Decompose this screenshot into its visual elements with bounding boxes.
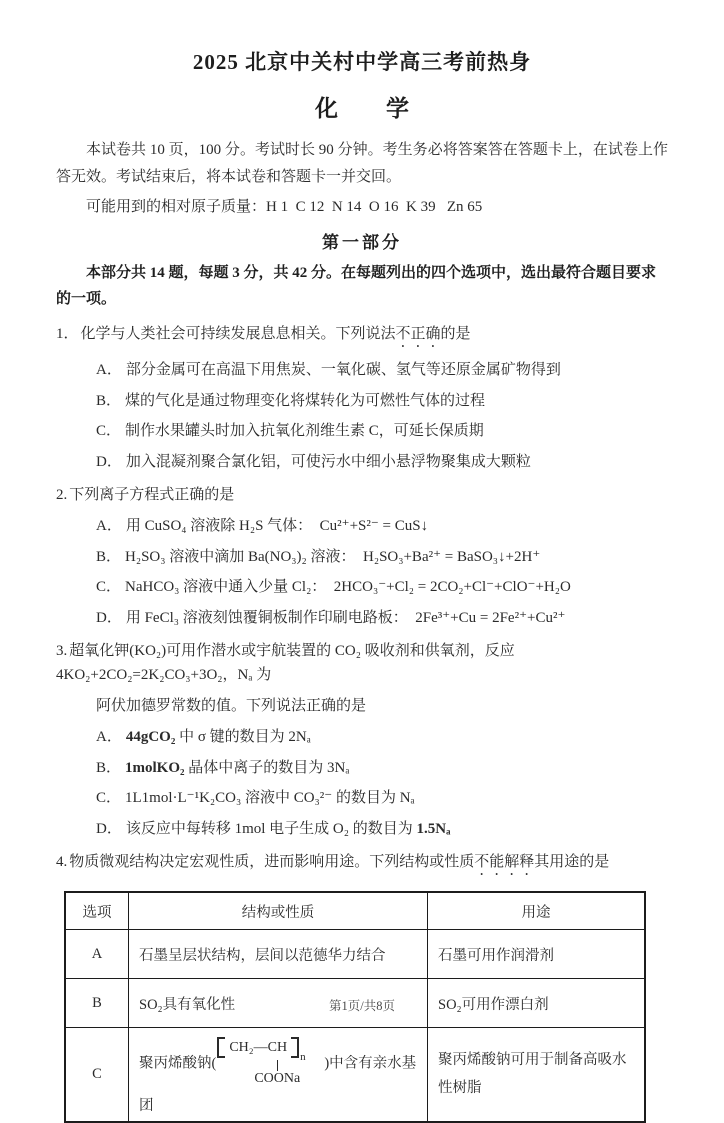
table-row-a (65, 930, 645, 979)
subject-char-2: 学 (386, 96, 409, 121)
table-header-use: 用途 (428, 892, 646, 930)
option-text (126, 726, 311, 749)
question-3-option-d (96, 818, 668, 841)
question-2-stem-text: 下列离子方程式正确的是 (69, 487, 235, 503)
table-row-c (65, 1028, 645, 1123)
question-2-option-b (96, 546, 668, 569)
question-1-option-d (96, 451, 668, 474)
question-1-stem-pre: 化学与人类社会可持续发展息息相关。下列说法 (80, 326, 396, 342)
question-3-number: 3. (56, 643, 68, 659)
polymer-unit-formula: CH₂—CH (229, 1040, 288, 1055)
question-3-stem-line1: 超氧化钾(KO₂)可用作潜水或宇航装置的 CO₂ 吸收剂和供氧剂，反应 4KO₂+2CO₂=2K₂CO₃+3O₂，Nₐ 为 (56, 643, 515, 683)
polymer-structure (217, 1034, 323, 1094)
ionic-equation: NaHCO₃ 溶液中通入少量 Cl₂： 2HCO₃⁻+Cl₂ = 2CO₂+Cl⁻+ClO⁻+H₂O (125, 579, 571, 595)
option-label: C． (96, 790, 122, 806)
option-text-bold: 44gCO₂ (125, 729, 176, 745)
question-4-stem-pre: 物质微观结构决定宏观性质，进而影响用途。下列结构或性质 (69, 854, 475, 870)
property-text-pre: 聚丙烯酸钠( (139, 1055, 217, 1072)
property-text-post: )中含有亲水基团 (139, 1055, 417, 1114)
table-cell-use: 石墨可用作润滑剂 (428, 930, 646, 979)
option-label: D． (96, 453, 122, 470)
polymer-bond-line (277, 1060, 278, 1071)
question-2 (56, 483, 668, 629)
option-label: B． (96, 548, 122, 565)
option-text: 加入混凝剂聚合氯化铝，可使污水中细小悬浮物聚集成大颗粒 (125, 453, 531, 470)
question-1-stem-post: 的是 (440, 326, 471, 342)
option-label: D． (96, 820, 122, 837)
question-3-stem (56, 639, 668, 687)
table-header-option: 选项 (65, 892, 129, 930)
option-text: 煤的气化是通过物理变化将煤转化为可燃性气体的过程 (125, 392, 486, 409)
question-3-option-a (96, 726, 668, 749)
option-text (126, 818, 451, 841)
polymer-repeat-unit-row (217, 1037, 306, 1063)
page-title: 2025 北京中关村中学高三考前热身 (192, 50, 532, 74)
polymer-bracket-left (217, 1037, 225, 1058)
option-text (125, 757, 349, 780)
option-text: 部分金属可在高温下用焦炭、一氧化碳、氢气等还原金属矿物得到 (125, 362, 561, 378)
subject-char-1: 化 (315, 96, 338, 121)
table-cell-property (129, 1028, 428, 1123)
question-3-stem-line2: 阿伏加德罗常数的值。下列说法正确的是 (96, 698, 367, 714)
option-label: D． (96, 609, 122, 626)
option-text-bold: 1molKO₂ (125, 759, 185, 776)
option-label: A． (96, 362, 122, 378)
ionic-equation: H₂SO₃ 溶液中滴加 Ba(NO₃)₂ 溶液： H₂SO₃+Ba²⁺ = BaSO₃↓+2H⁺ (125, 548, 541, 565)
question-1-number: 1． (56, 326, 79, 342)
question-3-option-c (96, 787, 668, 810)
question-2-option-d (96, 607, 668, 630)
question-3-option-b (96, 757, 668, 780)
question-2-option-a (96, 515, 668, 538)
question-4 (56, 850, 668, 1123)
option-text-pre: 该反应中每转移 1mol 电子生成 O₂ 的数目为 (125, 820, 417, 837)
question-4-stem-post: 其用途的是 (534, 854, 610, 870)
option-label: B． (96, 759, 122, 776)
atomic-masses: 可能用到的相对原子质量：H 1 C 12 N 14 O 16 K 39 Zn 65 (86, 199, 483, 215)
polymer-subscript-n: n (300, 1051, 306, 1063)
option-label: C． (96, 579, 122, 595)
question-1-option-a (96, 359, 668, 382)
question-2-stem (56, 483, 668, 507)
option-label: A． (96, 729, 122, 745)
question-3 (56, 639, 668, 840)
table-cell-property: SO₂具有氧化性 (129, 979, 428, 1028)
question-2-number: 2. (56, 487, 68, 503)
q4-table-header-row (65, 892, 645, 930)
question-4-number: 4. (56, 854, 68, 870)
table-cell-option: C (65, 1028, 129, 1123)
question-4-stem (56, 850, 668, 879)
option-text-post: 中 σ 键的数目为 2Nₐ (175, 729, 311, 745)
question-1-option-c (96, 420, 668, 443)
option-label: C． (96, 423, 122, 439)
subject-title (56, 90, 668, 123)
table-cell-use: SO₂可用作漂白剂 (428, 979, 646, 1028)
table-header-property: 结构或性质 (129, 892, 428, 930)
exam-notice: 本试卷共 10 页，100 分。考试时长 90 分钟。考生务必将答案答在答题卡上，在试卷上作答无效。考试结束后，将本试卷和答题卡一并交回。 (56, 142, 668, 185)
option-text: 制作水果罐头时加入抗氧化剂维生素 C，可延长保质期 (125, 423, 484, 439)
table-cell-option: B (65, 979, 129, 1028)
polymer-side-group: COONa (254, 1071, 301, 1086)
option-text-bold: 1.5Nₐ (416, 820, 451, 837)
part-one-intro: 本部分共 14 题，每题 3 分，共 42 分。在每题列出的四个选项中，选出最符合题目要求的一项。 (56, 265, 657, 307)
polymer-bracket-right (291, 1037, 299, 1058)
part-one-heading: 第一部分 (322, 233, 402, 252)
question-1-stem (56, 322, 668, 351)
question-1-stem-emphasis: 不正确 (395, 326, 441, 342)
option-text (125, 787, 415, 810)
option-label: B． (96, 392, 122, 409)
table-cell-property: 石墨呈层状结构，层间以范德华力结合 (129, 930, 428, 979)
option-text-post: 晶体中离子的数目为 3Nₐ (184, 759, 350, 776)
page-number: 第1页/共8页 (329, 999, 395, 1013)
table-cell-option: A (65, 930, 129, 979)
option-text-pre: 1L1mol·L⁻¹K₂CO₃ 溶液中 CO₃²⁻ 的数目为 Nₐ (125, 790, 415, 806)
question-1 (56, 322, 668, 473)
option-label: A． (96, 518, 122, 534)
question-1-option-b (96, 390, 668, 413)
question-2-option-c (96, 576, 668, 599)
ionic-equation: 用 FeCl₃ 溶液刻蚀覆铜板制作印刷电路板： 2Fe³⁺+Cu = 2Fe²⁺+Cu²⁺ (125, 609, 566, 626)
ionic-equation: 用 CuSO₄ 溶液除 H₂S 气体： Cu²⁺+S²⁻ = CuS↓ (125, 518, 429, 534)
question-4-stem-emphasis: 不能解释 (474, 854, 535, 870)
table-cell-use: 聚丙烯酸钠可用于制备高吸水性树脂 (428, 1028, 646, 1123)
